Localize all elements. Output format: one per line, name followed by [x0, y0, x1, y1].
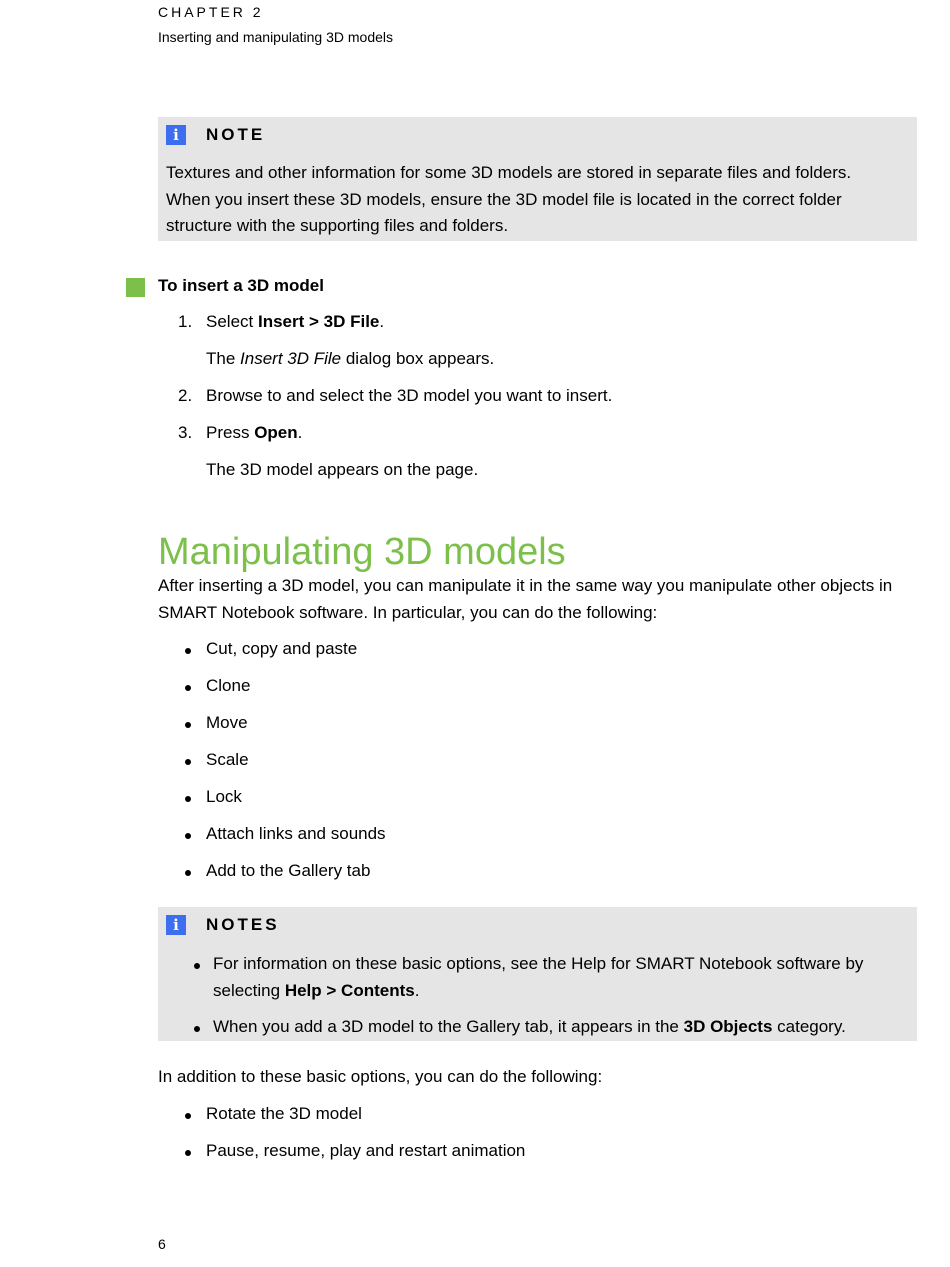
note-text: Textures and other information for some 3D models are stored in separate files and folders. When you insert these 3D models, ensure the 3D model file is located in the correct folder structure with the supporting files and folders.	[166, 163, 852, 235]
step-number: 1.	[178, 312, 193, 331]
section-intro: After inserting a 3D model, you can manipulate it in the same way you manipulate other objects in SMART Notebook software. In particular, you can do the following:	[158, 576, 893, 622]
info-icon: i	[166, 125, 186, 145]
notes-item: For information on these basic options, see the Help for SMART Notebook software by selecting Help > Contents.	[213, 954, 864, 1000]
info-icon: i	[166, 915, 186, 935]
chapter-subtitle: Inserting and manipulating 3D models	[158, 29, 394, 45]
step-text: Select Insert > 3D File.	[206, 312, 385, 331]
procedure-marker	[126, 278, 145, 297]
note-box	[158, 117, 917, 241]
page-number: 6	[158, 1236, 166, 1252]
bullet	[194, 963, 200, 969]
chapter-label: CHAPTER 2	[158, 4, 264, 20]
additional-intro: In addition to these basic options, you can do the following:	[158, 1067, 603, 1086]
list-item: Lock	[206, 787, 242, 806]
bullet	[185, 870, 191, 876]
notes-item: When you add a 3D model to the Gallery tab, it appears in the 3D Objects category.	[213, 1017, 846, 1036]
bullet	[185, 1113, 191, 1119]
bullet	[194, 1026, 200, 1032]
step-result: The 3D model appears on the page.	[206, 460, 479, 479]
bullet	[185, 796, 191, 802]
bullet	[185, 722, 191, 728]
list-item: Attach links and sounds	[206, 824, 386, 843]
list-item: Rotate the 3D model	[206, 1104, 362, 1123]
notes-box	[158, 907, 917, 1041]
list-item: Cut, copy and paste	[206, 639, 358, 658]
list-item: Pause, resume, play and restart animation	[206, 1141, 526, 1160]
procedure-title: To insert a 3D model	[158, 276, 324, 295]
step-number: 3.	[178, 423, 193, 442]
notes-heading: NOTES	[206, 915, 280, 934]
bullet	[185, 1150, 191, 1156]
bullet	[185, 685, 191, 691]
bullet	[185, 833, 191, 839]
section-heading: Manipulating 3D models	[158, 531, 566, 573]
step-number: 2.	[178, 386, 193, 405]
bullet	[185, 759, 191, 765]
step-result: The Insert 3D File dialog box appears.	[206, 349, 495, 368]
step-text: Press Open.	[206, 423, 303, 442]
note-heading: NOTE	[206, 125, 266, 144]
step-text: Browse to and select the 3D model you want to insert.	[206, 386, 613, 405]
list-item: Move	[206, 713, 248, 732]
list-item: Clone	[206, 676, 251, 695]
list-item: Add to the Gallery tab	[206, 861, 371, 880]
list-item: Scale	[206, 750, 249, 769]
bullet	[185, 648, 191, 654]
